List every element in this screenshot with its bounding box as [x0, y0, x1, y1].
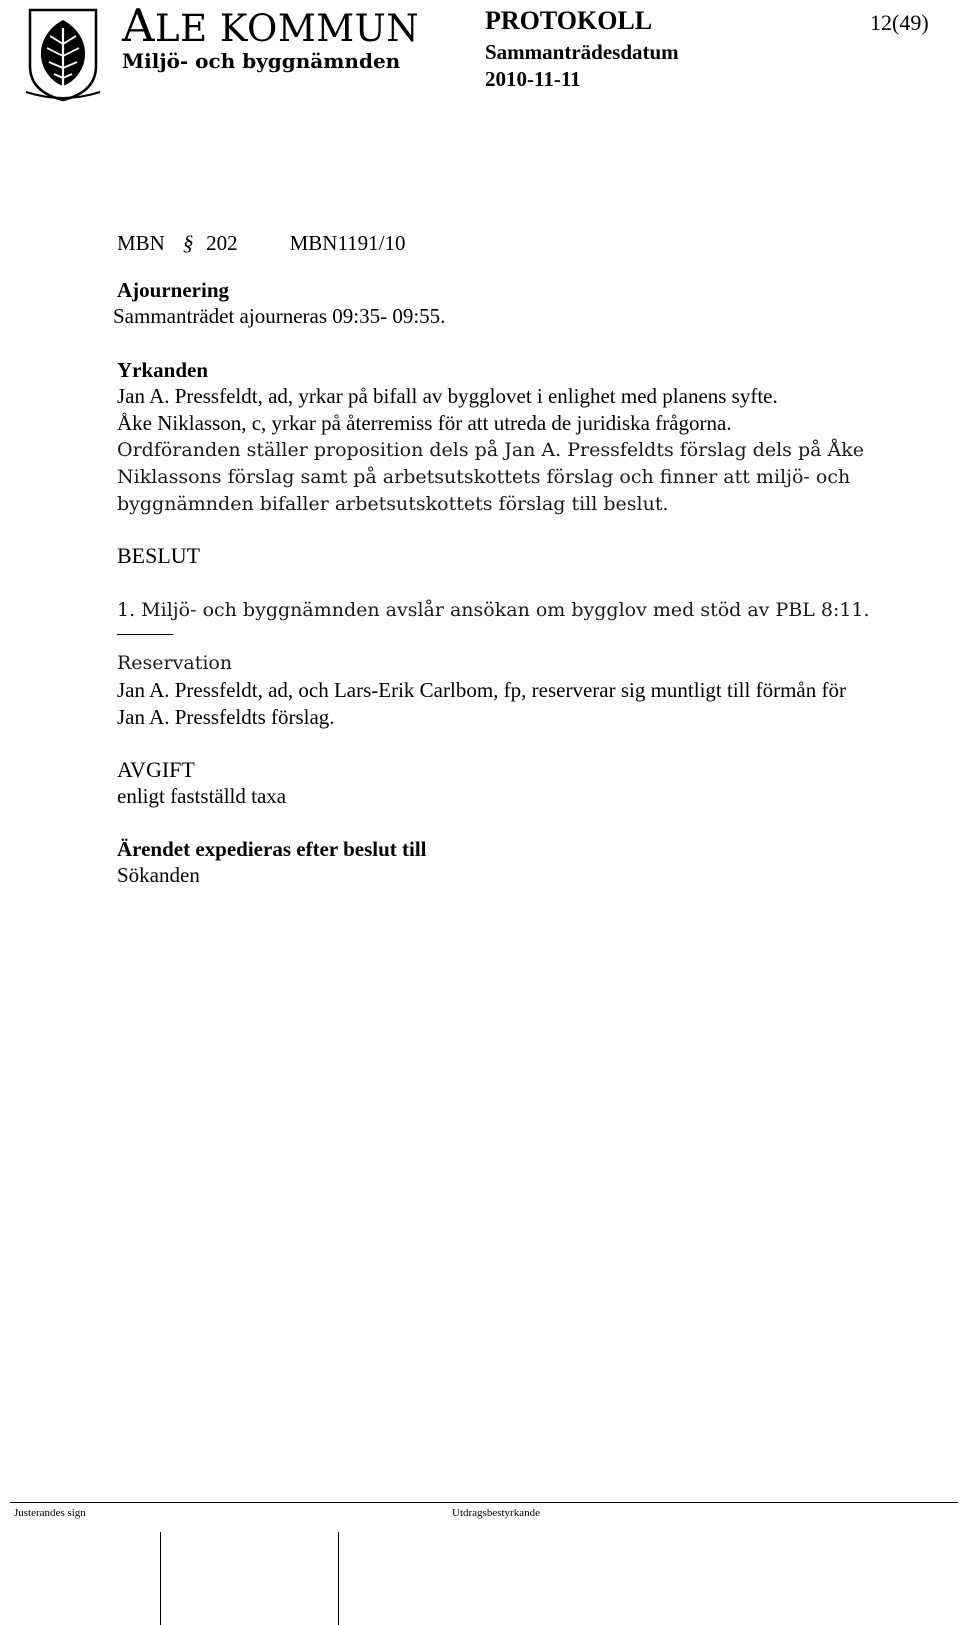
ajournering-text: Sammanträdet ajourneras 09:35- 09:55. — [113, 304, 446, 328]
beslut-item: 1. Miljö- och byggnämnden avslår ansökan om bygglov med stöd av PBL 8:11. — [117, 599, 870, 621]
org-name-rest: LE KOMMUN — [155, 7, 420, 50]
reservation-line: Jan A. Pressfeldt, ad, och Lars-Erik Carlbom, fp, reserverar sig muntligt till förmån för — [117, 678, 846, 702]
case-prefix: MBN — [117, 231, 165, 255]
justerandes-sign-label: Justerandes sign — [14, 1507, 86, 1519]
section-sign: § — [182, 231, 194, 255]
expedieras-text: Sökanden — [117, 863, 200, 887]
beslut-heading: BESLUT — [117, 543, 201, 568]
leaf-shield-icon — [22, 6, 104, 102]
ajournering-heading: Ajournering — [117, 278, 229, 302]
case-reference: MBN1191/10 — [289, 231, 406, 255]
yrkanden-line: Ordföranden ställer proposition dels på Jan A. Pressfeldts förslag dels på Åke — [117, 439, 864, 461]
yrkanden-line: Jan A. Pressfeldt, ad, yrkar på bifall av bygglovet i enlighet med planens syfte. — [117, 384, 778, 408]
case-number: 202 — [206, 231, 238, 255]
ale-kommun-logo — [22, 6, 104, 107]
committee-name: Miljö- och byggnämnden — [122, 49, 401, 73]
organization-name — [122, 2, 419, 53]
reservation-heading: Reservation — [117, 652, 233, 674]
avgift-text: enligt fastställd taxa — [117, 784, 287, 808]
document-type: PROTOKOLL — [485, 6, 653, 35]
reservation-line: Jan A. Pressfeldts förslag. — [117, 705, 335, 729]
separator-line — [117, 634, 173, 635]
yrkanden-line: byggnämnden bifaller arbetsutskottets förslag till beslut. — [117, 493, 669, 515]
org-name-initial: A — [122, 0, 155, 52]
meeting-date-label: Sammanträdesdatum — [485, 40, 679, 64]
avgift-heading: AVGIFT — [117, 757, 195, 782]
signature-box-divider — [160, 1532, 161, 1625]
expedieras-heading: Ärendet expedieras efter beslut till — [117, 837, 427, 861]
yrkanden-heading: Yrkanden — [117, 358, 209, 382]
utdragsbestyrkande-label: Utdragsbestyrkande — [452, 1507, 540, 1519]
page-number: 12(49) — [870, 10, 929, 35]
yrkanden-line: Åke Niklasson, c, yrkar på återremiss för att utreda de juridiska frågorna. — [117, 411, 732, 435]
signature-box-divider — [338, 1532, 339, 1625]
footer-divider — [10, 1502, 958, 1503]
meeting-date: 2010-11-11 — [485, 67, 581, 91]
case-line — [117, 228, 406, 258]
yrkanden-line: Niklassons förslag samt på arbetsutskottets förslag och finner att miljö- och — [117, 466, 851, 488]
